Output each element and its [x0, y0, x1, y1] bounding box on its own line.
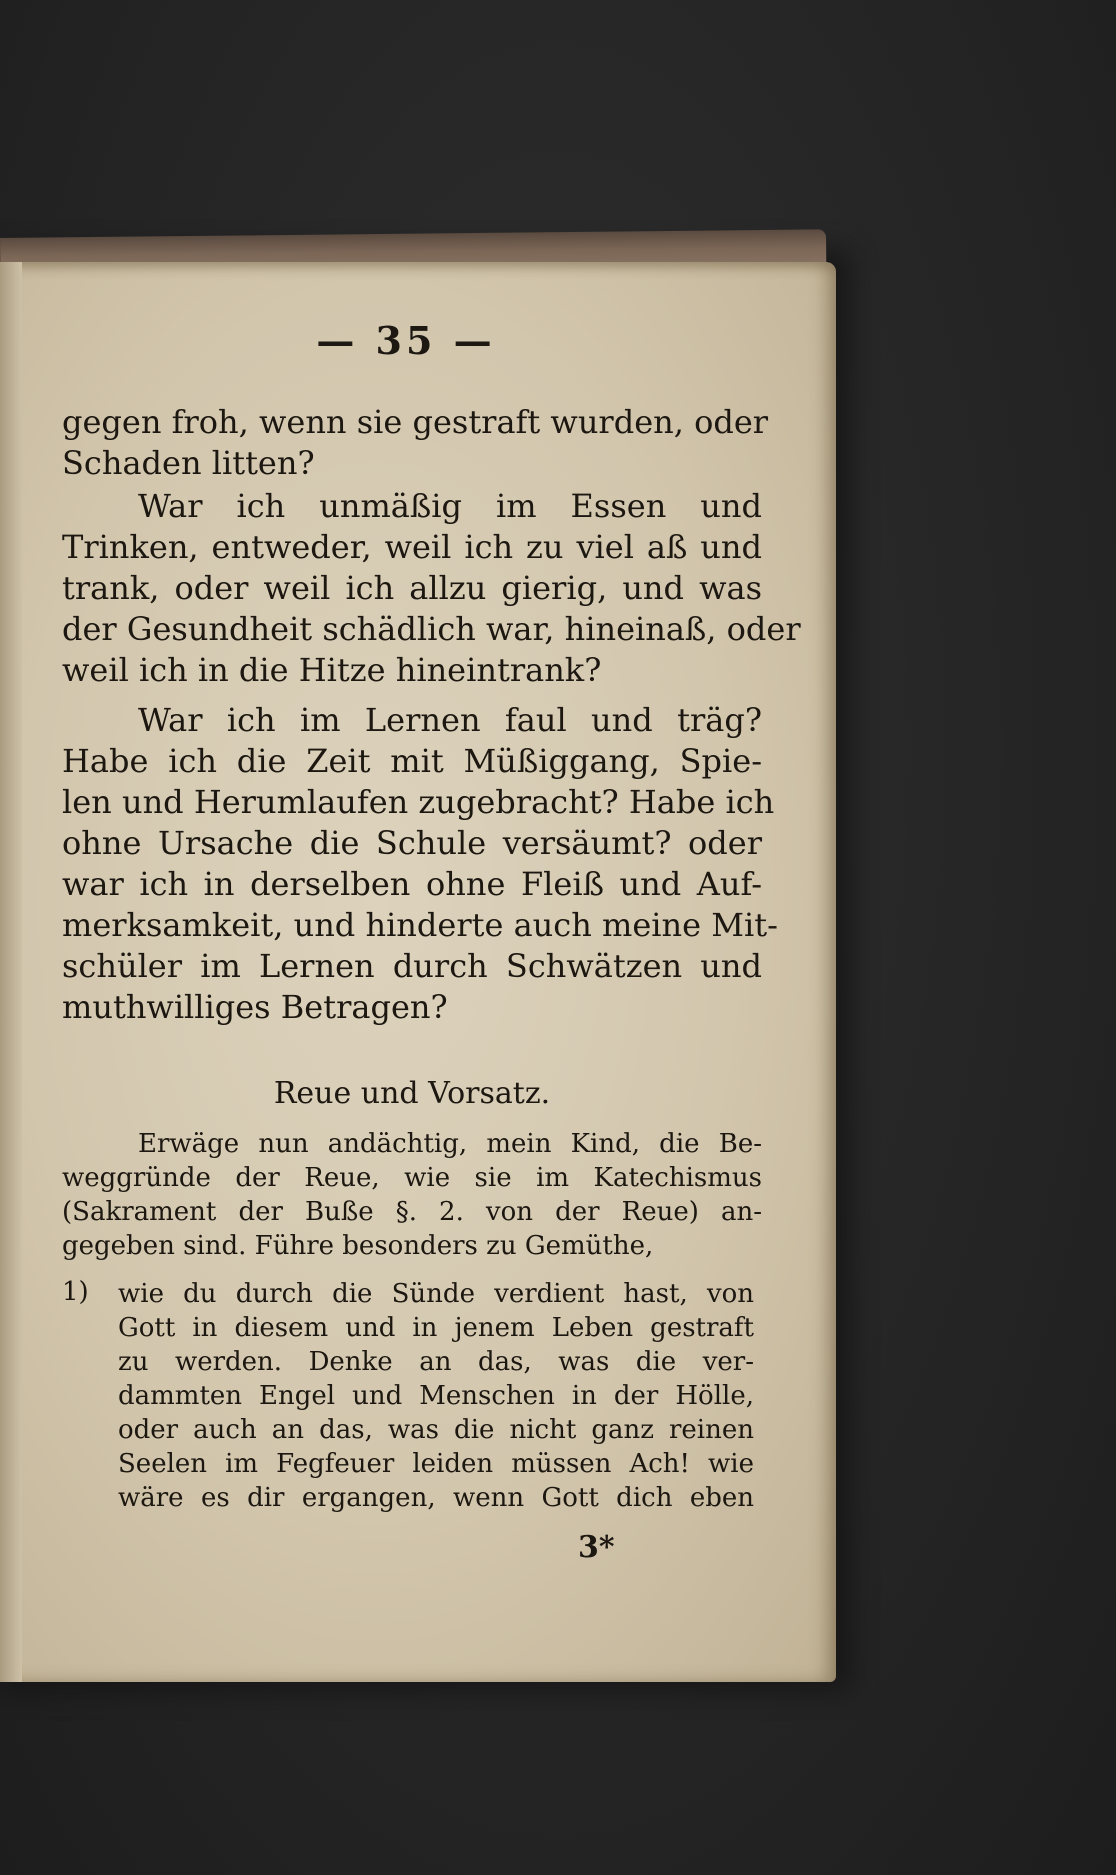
text-line: War ich unmäßig im Essen und [138, 487, 762, 525]
page-gutter [0, 262, 22, 1682]
text-line: Erwäge nun andächtig, mein Kind, die Be- [138, 1129, 762, 1159]
text-line: trank, oder weil ich allzu gierig, und was [62, 569, 762, 607]
text-line: Gott in diesem und in jenem Leben gestraft [118, 1313, 754, 1343]
text-line: War ich im Lernen faul und träg? [138, 701, 762, 739]
text-line: Schaden litten? [62, 444, 315, 482]
text-line: len und Herumlaufen zugebracht? Habe ich [62, 783, 775, 821]
text-line: zu werden. Denke an das, was die ver- [118, 1347, 754, 1377]
text-line: (Sakrament der Buße §. 2. von der Reue) an- [62, 1197, 762, 1227]
text-line: Seelen im Fegfeuer leiden müssen Ach! wie [118, 1449, 754, 1479]
text-line: gegeben sind. Führe besonders zu Gemüthe, [62, 1231, 654, 1261]
text-line: ohne Ursache die Schule versäumt? oder [62, 824, 762, 862]
text-line: war ich in derselben ohne Fleiß und Auf- [62, 865, 762, 903]
list-item-1 [118, 1277, 754, 1515]
paragraph-4 [62, 1127, 762, 1263]
paragraph-1 [62, 402, 769, 484]
text-line: weggründe der Reue, wie sie im Katechismus [62, 1163, 762, 1193]
text-line: dammten Engel und Menschen in der Hölle, [118, 1381, 754, 1411]
paragraph-3 [62, 700, 778, 1028]
page-number: — 35 — [316, 318, 496, 363]
text-line: weil ich in die Hitze hineintrank? [62, 651, 602, 689]
list-number: 1) [62, 1277, 89, 1307]
text-line: wäre es dir ergangen, wenn Gott dich eben [118, 1483, 754, 1513]
paragraph-2 [62, 486, 801, 691]
section-heading: Reue und Vorsatz. [273, 1076, 551, 1111]
text-line: wie du durch die Sünde verdient hast, von [118, 1279, 754, 1309]
text-line: merksamkeit, und hinderte auch meine Mit- [62, 906, 778, 944]
text-line: Habe ich die Zeit mit Müßiggang, Spie- [62, 742, 762, 780]
text-line: gegen froh, wenn sie gestraft wurden, oder [62, 403, 769, 441]
text-line: oder auch an das, was die nicht ganz reinen [118, 1415, 754, 1445]
signature-mark: 3* [578, 1530, 615, 1565]
text-line: Trinken, entweder, weil ich zu viel aß und [62, 528, 762, 566]
text-line: schüler im Lernen durch Schwätzen und [62, 947, 762, 985]
text-line: muthwilliges Betragen? [62, 988, 448, 1026]
text-line: der Gesundheit schädlich war, hineinaß, oder [62, 610, 801, 648]
